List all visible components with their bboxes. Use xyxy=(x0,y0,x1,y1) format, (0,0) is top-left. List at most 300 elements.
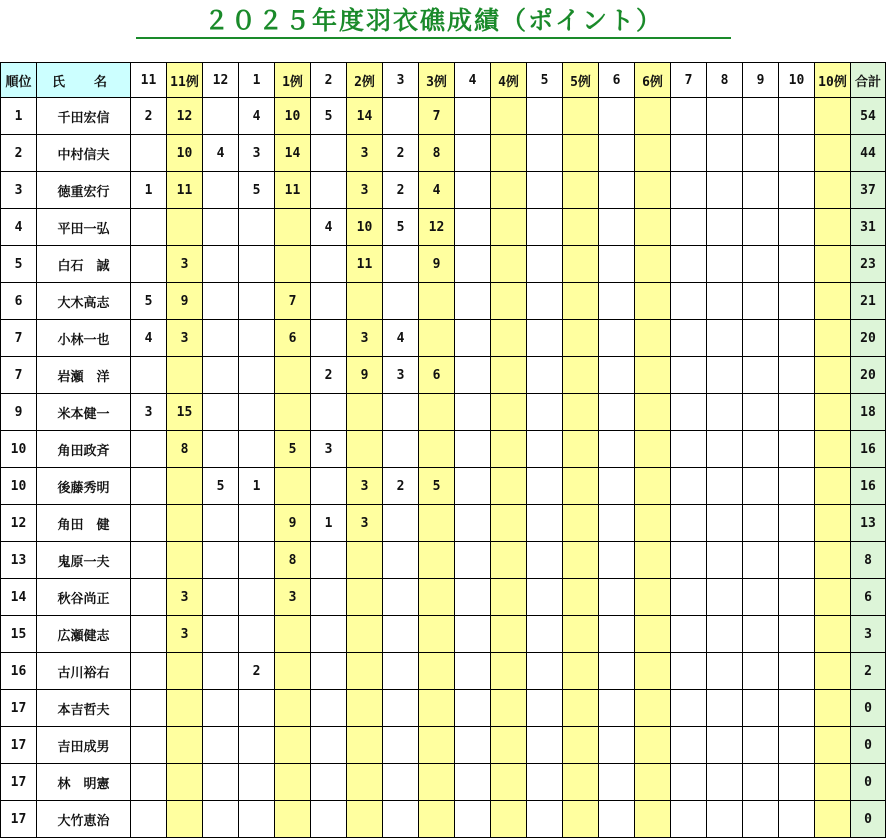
score-cell xyxy=(707,320,743,357)
score-cell xyxy=(131,579,167,616)
score-cell xyxy=(167,727,203,764)
score-cell: 1 xyxy=(131,172,167,209)
score-cell xyxy=(635,616,671,653)
score-cell xyxy=(707,98,743,135)
score-cell xyxy=(455,468,491,505)
score-cell xyxy=(383,246,419,283)
score-cell xyxy=(635,579,671,616)
score-cell xyxy=(455,394,491,431)
score-cell xyxy=(203,246,239,283)
score-cell xyxy=(347,764,383,801)
score-cell xyxy=(563,579,599,616)
rank-cell: 3 xyxy=(1,172,37,209)
score-cell xyxy=(563,246,599,283)
score-cell xyxy=(491,172,527,209)
score-cell xyxy=(599,579,635,616)
score-cell: 15 xyxy=(167,394,203,431)
score-cell: 2 xyxy=(131,98,167,135)
score-cell xyxy=(311,653,347,690)
score-cell xyxy=(455,579,491,616)
score-cell xyxy=(311,320,347,357)
score-cell xyxy=(383,690,419,727)
score-cell xyxy=(635,135,671,172)
score-cell xyxy=(275,690,311,727)
name-cell: 白石 誠 xyxy=(37,246,131,283)
score-cell xyxy=(527,246,563,283)
score-cell xyxy=(383,542,419,579)
score-cell xyxy=(455,98,491,135)
score-cell xyxy=(779,764,815,801)
score-cell xyxy=(743,209,779,246)
score-cell xyxy=(599,616,635,653)
title-area xyxy=(0,0,887,60)
score-cell xyxy=(563,431,599,468)
score-cell xyxy=(131,801,167,838)
column-header: 9 xyxy=(743,63,779,98)
score-cell xyxy=(707,394,743,431)
score-cell xyxy=(455,505,491,542)
score-cell: 3 xyxy=(347,135,383,172)
score-cell xyxy=(815,653,851,690)
score-cell xyxy=(527,431,563,468)
score-cell xyxy=(311,690,347,727)
score-cell xyxy=(599,320,635,357)
score-cell xyxy=(239,209,275,246)
score-cell xyxy=(779,283,815,320)
score-cell xyxy=(311,542,347,579)
table-row xyxy=(1,98,886,135)
name-cell: 後藤秀明 xyxy=(37,468,131,505)
score-cell xyxy=(563,209,599,246)
score-cell: 3 xyxy=(347,468,383,505)
score-cell xyxy=(239,320,275,357)
name-cell: 大竹恵治 xyxy=(37,801,131,838)
score-cell: 14 xyxy=(347,98,383,135)
score-cell xyxy=(815,357,851,394)
score-cell xyxy=(491,542,527,579)
rank-cell: 14 xyxy=(1,579,37,616)
name-cell: 千田宏信 xyxy=(37,98,131,135)
rank-cell: 17 xyxy=(1,764,37,801)
score-cell xyxy=(455,690,491,727)
score-cell xyxy=(743,616,779,653)
score-cell xyxy=(599,801,635,838)
score-cell xyxy=(779,209,815,246)
score-cell xyxy=(203,727,239,764)
score-cell xyxy=(203,616,239,653)
score-cell xyxy=(527,764,563,801)
score-cell xyxy=(563,394,599,431)
score-cell xyxy=(599,690,635,727)
score-cell: 4 xyxy=(419,172,455,209)
score-cell xyxy=(383,283,419,320)
score-cell xyxy=(743,653,779,690)
score-cell xyxy=(563,542,599,579)
score-cell xyxy=(491,690,527,727)
score-cell xyxy=(671,616,707,653)
table-row xyxy=(1,616,886,653)
score-cell xyxy=(707,505,743,542)
score-cell xyxy=(563,283,599,320)
score-cell xyxy=(131,135,167,172)
name-cell: 古川裕右 xyxy=(37,653,131,690)
score-cell xyxy=(707,764,743,801)
score-cell xyxy=(491,98,527,135)
score-cell xyxy=(131,431,167,468)
score-cell xyxy=(455,764,491,801)
score-cell xyxy=(779,468,815,505)
score-cell: 1 xyxy=(239,468,275,505)
score-cell xyxy=(671,801,707,838)
score-cell xyxy=(671,764,707,801)
score-cell xyxy=(311,764,347,801)
score-cell: 9 xyxy=(419,246,455,283)
table-row xyxy=(1,579,886,616)
score-cell xyxy=(491,246,527,283)
score-cell xyxy=(563,135,599,172)
score-cell: 9 xyxy=(167,283,203,320)
column-header: 5 xyxy=(527,63,563,98)
score-cell xyxy=(815,764,851,801)
table-row xyxy=(1,357,886,394)
score-cell xyxy=(203,98,239,135)
score-cell xyxy=(671,209,707,246)
name-cell: 角田 健 xyxy=(37,505,131,542)
score-cell xyxy=(131,246,167,283)
score-cell: 2 xyxy=(383,135,419,172)
score-cell xyxy=(707,616,743,653)
score-cell xyxy=(527,172,563,209)
score-cell xyxy=(491,394,527,431)
score-cell: 3 xyxy=(167,579,203,616)
score-cell xyxy=(599,98,635,135)
score-cell xyxy=(419,727,455,764)
total-cell: 18 xyxy=(851,394,886,431)
score-cell xyxy=(311,172,347,209)
column-header: 6例 xyxy=(635,63,671,98)
score-cell xyxy=(131,357,167,394)
score-cell xyxy=(779,394,815,431)
score-cell xyxy=(635,283,671,320)
name-cell: 本吉哲夫 xyxy=(37,690,131,727)
score-cell: 5 xyxy=(131,283,167,320)
score-cell xyxy=(743,727,779,764)
score-cell: 2 xyxy=(383,172,419,209)
score-cell xyxy=(779,320,815,357)
score-cell xyxy=(419,394,455,431)
score-cell xyxy=(671,690,707,727)
score-cell: 3 xyxy=(167,320,203,357)
score-cell xyxy=(167,209,203,246)
table-row xyxy=(1,283,886,320)
score-cell: 3 xyxy=(311,431,347,468)
score-cell xyxy=(599,209,635,246)
score-cell xyxy=(491,468,527,505)
score-cell: 3 xyxy=(347,505,383,542)
score-cell xyxy=(203,690,239,727)
score-cell: 2 xyxy=(383,468,419,505)
score-cell xyxy=(275,246,311,283)
name-cell: 岩瀬 洋 xyxy=(37,357,131,394)
score-cell: 9 xyxy=(347,357,383,394)
score-cell xyxy=(635,431,671,468)
score-cell xyxy=(275,616,311,653)
score-cell xyxy=(311,727,347,764)
score-cell xyxy=(347,616,383,653)
score-cell: 4 xyxy=(239,98,275,135)
name-cell: 角田政斉 xyxy=(37,431,131,468)
score-cell xyxy=(815,431,851,468)
score-cell xyxy=(419,283,455,320)
score-cell xyxy=(599,246,635,283)
score-cell xyxy=(671,320,707,357)
rank-cell: 16 xyxy=(1,653,37,690)
score-cell xyxy=(419,431,455,468)
table-row xyxy=(1,172,886,209)
score-cell xyxy=(455,727,491,764)
column-header: 12 xyxy=(203,63,239,98)
score-cell xyxy=(743,542,779,579)
score-cell xyxy=(455,431,491,468)
score-cell: 4 xyxy=(203,135,239,172)
score-cell xyxy=(239,431,275,468)
table-row xyxy=(1,653,886,690)
rank-cell: 15 xyxy=(1,616,37,653)
total-cell: 20 xyxy=(851,320,886,357)
column-header: 6 xyxy=(599,63,635,98)
score-cell xyxy=(779,727,815,764)
score-cell xyxy=(491,727,527,764)
score-cell xyxy=(599,468,635,505)
score-cell xyxy=(239,579,275,616)
score-cell xyxy=(491,505,527,542)
rank-cell: 7 xyxy=(1,320,37,357)
name-cell: 大木高志 xyxy=(37,283,131,320)
column-header: 8 xyxy=(707,63,743,98)
score-cell xyxy=(707,579,743,616)
score-cell xyxy=(671,283,707,320)
score-cell xyxy=(635,653,671,690)
total-cell: 2 xyxy=(851,653,886,690)
score-cell xyxy=(707,209,743,246)
score-cell xyxy=(275,394,311,431)
score-cell xyxy=(275,357,311,394)
score-cell xyxy=(743,431,779,468)
score-cell xyxy=(419,542,455,579)
table-row xyxy=(1,505,886,542)
score-cell xyxy=(599,764,635,801)
rank-cell: 2 xyxy=(1,135,37,172)
total-cell: 0 xyxy=(851,727,886,764)
score-cell xyxy=(671,357,707,394)
score-cell xyxy=(275,764,311,801)
rank-header: 順位 xyxy=(1,63,37,98)
total-cell: 8 xyxy=(851,542,886,579)
score-cell xyxy=(167,542,203,579)
total-cell: 54 xyxy=(851,98,886,135)
score-cell xyxy=(743,320,779,357)
column-header: 7 xyxy=(671,63,707,98)
score-cell: 2 xyxy=(311,357,347,394)
score-cell xyxy=(815,690,851,727)
score-cell xyxy=(563,690,599,727)
score-cell xyxy=(383,616,419,653)
score-cell: 4 xyxy=(131,320,167,357)
score-cell xyxy=(779,616,815,653)
table-row xyxy=(1,468,886,505)
score-cell xyxy=(815,320,851,357)
score-cell xyxy=(275,209,311,246)
score-cell xyxy=(131,653,167,690)
total-cell: 0 xyxy=(851,801,886,838)
score-cell: 12 xyxy=(419,209,455,246)
rank-cell: 7 xyxy=(1,357,37,394)
score-cell xyxy=(563,505,599,542)
score-cell xyxy=(707,542,743,579)
score-cell xyxy=(815,394,851,431)
score-cell xyxy=(779,98,815,135)
score-cell xyxy=(203,172,239,209)
score-cell: 9 xyxy=(275,505,311,542)
score-cell xyxy=(527,320,563,357)
column-header: 1 xyxy=(239,63,275,98)
score-cell xyxy=(167,764,203,801)
table-row xyxy=(1,394,886,431)
score-cell xyxy=(383,394,419,431)
total-cell: 44 xyxy=(851,135,886,172)
score-cell xyxy=(671,431,707,468)
score-cell xyxy=(419,579,455,616)
rank-cell: 9 xyxy=(1,394,37,431)
score-cell xyxy=(599,431,635,468)
rank-cell: 4 xyxy=(1,209,37,246)
score-cell: 3 xyxy=(167,246,203,283)
score-cell: 4 xyxy=(311,209,347,246)
score-cell xyxy=(203,209,239,246)
score-cell xyxy=(239,764,275,801)
score-cell xyxy=(347,653,383,690)
total-cell: 13 xyxy=(851,505,886,542)
score-cell xyxy=(419,616,455,653)
score-cell xyxy=(635,468,671,505)
score-table xyxy=(0,62,886,838)
score-cell xyxy=(779,505,815,542)
score-cell xyxy=(275,468,311,505)
score-cell xyxy=(203,764,239,801)
score-cell: 7 xyxy=(275,283,311,320)
score-cell: 5 xyxy=(311,98,347,135)
score-cell xyxy=(527,727,563,764)
rank-cell: 1 xyxy=(1,98,37,135)
name-cell: 米本健一 xyxy=(37,394,131,431)
score-cell: 14 xyxy=(275,135,311,172)
score-cell xyxy=(491,616,527,653)
score-cell xyxy=(131,616,167,653)
score-cell xyxy=(167,653,203,690)
score-cell xyxy=(311,135,347,172)
score-cell xyxy=(239,283,275,320)
rank-cell: 10 xyxy=(1,431,37,468)
score-cell: 10 xyxy=(275,98,311,135)
score-cell xyxy=(491,135,527,172)
score-cell xyxy=(599,505,635,542)
score-cell xyxy=(815,246,851,283)
score-cell xyxy=(743,172,779,209)
total-cell: 31 xyxy=(851,209,886,246)
score-cell xyxy=(455,209,491,246)
score-cell xyxy=(311,283,347,320)
score-cell: 5 xyxy=(383,209,419,246)
score-cell xyxy=(815,542,851,579)
score-cell xyxy=(131,727,167,764)
score-cell xyxy=(275,653,311,690)
score-cell xyxy=(347,727,383,764)
score-cell: 8 xyxy=(167,431,203,468)
score-cell xyxy=(383,98,419,135)
score-cell xyxy=(815,98,851,135)
score-cell: 10 xyxy=(167,135,203,172)
score-cell xyxy=(815,468,851,505)
score-cell xyxy=(347,801,383,838)
rank-cell: 10 xyxy=(1,468,37,505)
score-cell: 3 xyxy=(275,579,311,616)
column-header: 4 xyxy=(455,63,491,98)
score-cell xyxy=(419,690,455,727)
total-cell: 0 xyxy=(851,690,886,727)
score-cell xyxy=(635,394,671,431)
score-cell xyxy=(167,505,203,542)
score-cell xyxy=(815,616,851,653)
score-cell xyxy=(563,320,599,357)
score-cell xyxy=(743,394,779,431)
score-cell: 5 xyxy=(203,468,239,505)
score-cell xyxy=(131,468,167,505)
rank-cell: 17 xyxy=(1,801,37,838)
score-cell xyxy=(131,542,167,579)
score-cell xyxy=(239,542,275,579)
total-cell: 37 xyxy=(851,172,886,209)
score-cell xyxy=(455,246,491,283)
score-cell xyxy=(347,690,383,727)
score-cell xyxy=(599,135,635,172)
total-cell: 20 xyxy=(851,357,886,394)
score-cell xyxy=(815,209,851,246)
score-cell xyxy=(635,727,671,764)
score-cell: 3 xyxy=(167,616,203,653)
score-cell xyxy=(203,653,239,690)
score-cell xyxy=(527,283,563,320)
table-row xyxy=(1,727,886,764)
column-header: 11 xyxy=(131,63,167,98)
column-header: 2例 xyxy=(347,63,383,98)
score-cell xyxy=(779,357,815,394)
score-cell xyxy=(527,209,563,246)
score-cell xyxy=(599,653,635,690)
rank-cell: 5 xyxy=(1,246,37,283)
score-cell xyxy=(707,172,743,209)
score-cell xyxy=(599,542,635,579)
score-cell xyxy=(671,246,707,283)
score-cell xyxy=(203,505,239,542)
score-cell: 8 xyxy=(275,542,311,579)
score-cell xyxy=(491,801,527,838)
score-cell xyxy=(599,283,635,320)
column-header: 1例 xyxy=(275,63,311,98)
score-cell xyxy=(707,283,743,320)
score-cell xyxy=(671,172,707,209)
table-row xyxy=(1,135,886,172)
score-cell xyxy=(239,616,275,653)
